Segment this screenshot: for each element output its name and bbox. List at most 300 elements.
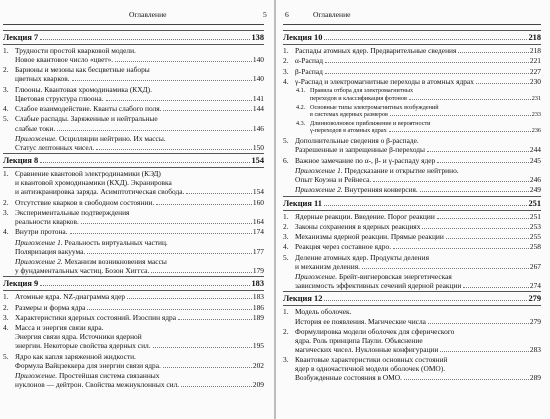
- entry-line: [295, 327, 541, 336]
- entry-text: [15, 313, 264, 322]
- entry-number: [283, 166, 295, 184]
- entry-text: [295, 232, 541, 241]
- entry-text: [15, 257, 264, 275]
- entry-line: [295, 145, 541, 154]
- entry-line: [295, 232, 541, 241]
- entry-number: 1.: [3, 169, 9, 179]
- line-text: ядер в одночастичной модели оболочек (ОМО).: [295, 364, 446, 374]
- toc-entry: [283, 307, 541, 325]
- toc-entry: [3, 208, 264, 226]
- dot-leader: [127, 298, 252, 299]
- entry-text: [295, 166, 541, 184]
- entry-line-text: [295, 345, 438, 354]
- toc-entry: [3, 323, 264, 350]
- toc-entry: [3, 169, 264, 196]
- entry-number: 4.: [3, 104, 9, 114]
- page-ref: 245: [529, 155, 541, 165]
- entry-number: 3.: [283, 232, 289, 242]
- entry-line: [15, 380, 264, 389]
- line-text: γ-Распад и электромагнитные переходы в атомных ядрах: [295, 76, 474, 86]
- lecture-heading: [3, 30, 264, 45]
- dot-leader: [428, 323, 529, 324]
- line-text: Формула Вайцзеккера для энергии связи ядра.: [15, 360, 161, 370]
- entry-line: [310, 120, 541, 128]
- entry-number: 4.: [3, 323, 9, 333]
- appendix-label: Приложение.: [295, 272, 338, 282]
- entry-line: [310, 127, 541, 135]
- entry-line: [15, 178, 264, 187]
- toc-entry: [283, 120, 541, 135]
- page-ref: 154: [252, 187, 264, 197]
- page-ref: 195: [252, 341, 264, 351]
- toc-entry: [283, 166, 541, 184]
- entry-line: [295, 175, 541, 184]
- entry-number: 1.: [3, 292, 9, 302]
- entry-line: [15, 55, 264, 64]
- page-ref: 255: [529, 232, 541, 242]
- entry-number: 4.1.: [296, 87, 306, 95]
- entry-line: [295, 253, 541, 262]
- line-text: Основные типы электромагнитных возбуждений: [310, 103, 439, 111]
- entry-number: 1.: [3, 46, 9, 55]
- entry-line-text: [310, 127, 387, 135]
- entry-line: [15, 323, 264, 332]
- entry-line-text: [15, 292, 125, 301]
- entry-line-text: [15, 266, 149, 275]
- page-ref: 221: [529, 56, 541, 66]
- toc-entry: [283, 327, 541, 354]
- entry-line-text: [15, 208, 129, 217]
- line-text: Новое квантовое число «цвет».: [15, 55, 114, 65]
- toc-entry: [283, 232, 541, 241]
- entry-line: [15, 198, 264, 207]
- entry-line-text: [295, 355, 448, 364]
- entry-line: [15, 46, 264, 55]
- line-text: Законы сохранения в ядерных реакциях: [295, 221, 421, 231]
- dot-leader: [181, 386, 252, 387]
- line-text: Брейт-вигнеровская энергетическая: [337, 272, 452, 282]
- entry-text: [15, 114, 264, 132]
- entry-line-text: [295, 281, 461, 290]
- entry-number: 5.: [283, 136, 289, 146]
- entry-number: 3.: [3, 84, 9, 94]
- entry-line-text: [295, 262, 360, 271]
- entry-text: [15, 371, 264, 389]
- line-text: энергии. Некоторые свойства ядерных сил.: [15, 341, 151, 351]
- line-text: Размеры и форма ядра: [15, 302, 86, 312]
- entry-line-text: [295, 212, 435, 221]
- page-ref: 179: [252, 266, 264, 276]
- page-ref: 183: [252, 292, 264, 302]
- entry-line-text: [310, 111, 388, 119]
- toc-entry: [283, 253, 541, 271]
- toc-entry: [283, 56, 541, 65]
- page-ref: 218: [529, 46, 541, 55]
- line-text: Глюоны. Квантовая хромодинамика (КХД).: [15, 84, 152, 94]
- entry-line: [295, 67, 541, 76]
- entry-text: [15, 227, 264, 236]
- dot-leader: [87, 309, 251, 310]
- entry-number: 2.: [283, 326, 289, 336]
- entry-line: [15, 341, 264, 350]
- line-text: и антиэкранировка заряда. Асимптотическая свобода.: [15, 187, 185, 197]
- dot-leader: [178, 319, 252, 320]
- toc-entry: [3, 292, 264, 301]
- dot-leader: [420, 191, 529, 192]
- line-text: Сравнение квантовой электродинамики (КЭД): [15, 169, 161, 179]
- page-ref: 249: [529, 185, 541, 195]
- toc-entry: [3, 134, 264, 152]
- dot-leader: [163, 367, 252, 368]
- line-text: Квантовые характеристики основных состояний: [295, 355, 448, 365]
- entry-line-text: [15, 187, 184, 196]
- toc-entry: [283, 136, 541, 154]
- entry-line-text: [295, 175, 371, 184]
- line-text: ядра. Роль принципа Паули. Объяснение: [295, 335, 423, 345]
- line-text: Поляризация вакуума.: [15, 246, 86, 256]
- dot-leader: [106, 100, 252, 101]
- entry-line: [15, 94, 264, 103]
- page-ref: 160: [252, 197, 264, 207]
- line-text: История ее появления. Магические числа: [295, 316, 426, 326]
- line-text: Ядро как капля заряженной жидкости.: [15, 351, 136, 361]
- toc-entry: [283, 67, 541, 76]
- entry-text: [15, 46, 264, 64]
- appendix-label: Приложение 1.: [15, 237, 63, 247]
- page-ref: 150: [252, 142, 264, 152]
- toc-entry: [3, 65, 264, 83]
- entry-number: [283, 272, 295, 290]
- line-text: Трудности простой кварковой модели.: [15, 46, 136, 55]
- page-ref: 289: [529, 373, 541, 383]
- page-ref: 140: [252, 74, 264, 84]
- toc-entry: [3, 313, 264, 322]
- entry-line-text: [295, 136, 419, 145]
- entry-line-text: [15, 169, 161, 178]
- entry-text: [15, 238, 264, 256]
- entry-line: [15, 104, 264, 113]
- entry-line-text: [15, 85, 152, 94]
- dot-leader: [163, 110, 251, 111]
- page-ref: 183: [251, 279, 264, 289]
- lecture-title: Лекция 7: [3, 33, 39, 42]
- entry-line: [295, 136, 541, 145]
- entry-line-text: [15, 323, 104, 332]
- entry-number: 1.: [283, 46, 289, 55]
- entry-number: 2.: [283, 56, 289, 66]
- line-text: Ядерные реакции. Введение. Порог реакции: [295, 211, 435, 221]
- entry-line: [15, 85, 264, 94]
- line-text: нуклонов — дейтрон. Свойства межнуклонных сил.: [15, 380, 180, 390]
- entry-line-text: [310, 104, 439, 112]
- entry-line: [295, 77, 541, 86]
- toc-entry: [283, 272, 541, 290]
- toc-entry: [283, 212, 541, 221]
- page-number: 6: [285, 10, 289, 19]
- entry-line: [295, 56, 541, 65]
- entry-line: [295, 242, 541, 251]
- entry-text: [295, 212, 541, 221]
- entry-line-text: [15, 134, 166, 143]
- entry-line-text: [15, 46, 136, 55]
- entry-line-text: [15, 352, 136, 361]
- lecture-heading: [283, 291, 541, 306]
- entry-line: [295, 185, 541, 194]
- entry-line: [15, 217, 264, 226]
- lecture-heading: [3, 276, 264, 291]
- toc-entry: [3, 114, 264, 132]
- toc-entry: [3, 238, 264, 256]
- appendix-label: Приложение.: [15, 371, 58, 380]
- dot-leader: [40, 32, 250, 40]
- line-text: зависимость эффективных сечений ядерной реакции: [295, 281, 462, 291]
- page-ref: 231: [531, 94, 541, 102]
- page-ref: 186: [252, 302, 264, 312]
- entry-number: 5.: [283, 252, 289, 262]
- entry-line-text: [15, 124, 55, 133]
- toc-page-right: [276, 0, 550, 419]
- entry-text: [295, 46, 541, 55]
- entry-line: [295, 364, 541, 373]
- dot-leader: [463, 287, 529, 288]
- entry-line-text: [15, 114, 158, 123]
- entry-line: [295, 307, 541, 316]
- dot-leader: [324, 32, 527, 40]
- entry-text: [295, 272, 541, 290]
- entry-line: [15, 74, 264, 83]
- page-ref: 274: [529, 281, 541, 291]
- entry-line-text: [295, 364, 445, 373]
- entry-line: [15, 114, 264, 123]
- entry-line-text: [295, 317, 426, 326]
- entry-line-text: [15, 94, 104, 103]
- entry-line-text: [295, 46, 456, 55]
- page-ref: 138: [251, 33, 264, 42]
- entry-number: 4.: [3, 227, 9, 237]
- entry-line-text: [295, 253, 429, 262]
- entry-line-text: [15, 143, 94, 152]
- line-text: в системах ядерных размеров: [310, 111, 388, 119]
- line-text: слабые токи.: [15, 123, 56, 133]
- dot-leader: [70, 233, 252, 234]
- appendix-label: Приложение.: [15, 133, 58, 143]
- line-text: Осцилляции нейтрино. Их массы.: [57, 133, 166, 143]
- page-ref: 154: [251, 156, 264, 166]
- entry-line: [295, 317, 541, 326]
- entry-line: [295, 212, 541, 221]
- line-text: Распады атомных ядер. Предварительные сведения: [295, 46, 457, 55]
- lecture-title: Лекция 8: [3, 156, 39, 166]
- entry-text: [15, 169, 264, 196]
- line-text: переходов и классификация фотонов: [310, 94, 407, 102]
- entry-text: [295, 355, 541, 382]
- page-ref: 253: [529, 221, 541, 231]
- entry-line-text: [310, 120, 430, 128]
- entry-line-text: [295, 156, 435, 165]
- dot-leader: [40, 278, 250, 286]
- line-text: Дополнительные сведения о β-распаде.: [295, 136, 419, 146]
- page-ref: 244: [529, 145, 541, 155]
- entry-number: 3.: [283, 355, 289, 365]
- entry-number: [3, 134, 15, 152]
- line-text: Важное замечание по α-, β- и γ-распаду ядер: [295, 155, 436, 165]
- dot-leader: [72, 80, 252, 81]
- appendix-label: Приложение 1.: [295, 165, 343, 175]
- entry-line: [15, 227, 264, 236]
- entry-line-text: [295, 56, 323, 65]
- entry-text: [15, 85, 264, 103]
- toc-entry: [283, 222, 541, 231]
- entry-number: 2.: [3, 65, 9, 75]
- entry-line: [295, 272, 541, 281]
- dot-leader: [115, 61, 252, 62]
- line-text: Внутренняя конверсия.: [342, 185, 418, 195]
- entry-line: [15, 257, 264, 266]
- entry-text: [295, 327, 541, 354]
- entry-text: [310, 120, 541, 135]
- entry-line-text: [295, 307, 352, 316]
- entry-line-text: [15, 198, 154, 207]
- entry-line: [15, 187, 264, 196]
- running-header-title: Оглавление: [313, 10, 351, 19]
- entry-text: [295, 136, 541, 154]
- entry-text: [310, 87, 541, 102]
- entry-text: [295, 253, 541, 271]
- line-text: Формулировка модели оболочек для сферического: [295, 326, 455, 336]
- page-ref: 279: [528, 294, 541, 304]
- toc-entry: [3, 198, 264, 207]
- line-text: Внутри протона.: [15, 227, 68, 237]
- lecture-title: Лекция 9: [3, 279, 39, 289]
- line-text: Простейшая система связанных: [57, 371, 160, 380]
- toc-entry: [283, 242, 541, 251]
- line-text: Разрешенные и запрещенные β-переходы: [295, 145, 426, 155]
- entry-number: 1.: [283, 211, 289, 221]
- dot-leader: [40, 155, 250, 163]
- entry-line-text: [295, 222, 420, 231]
- entry-line-text: [295, 272, 452, 281]
- entry-line: [15, 352, 264, 361]
- toc-entry: [3, 352, 264, 370]
- entry-number: [3, 257, 15, 275]
- entry-text: [15, 134, 264, 152]
- entry-line: [310, 104, 541, 112]
- page-ref: 189: [252, 312, 264, 322]
- page-ref: 251: [528, 198, 541, 208]
- entry-line: [15, 303, 264, 312]
- entry-line-text: [310, 87, 413, 95]
- appendix-label: Приложение 2.: [295, 185, 343, 195]
- toc-entry: [3, 104, 264, 113]
- toc-page-left: [0, 0, 274, 419]
- entry-line: [295, 262, 541, 271]
- entry-line: [15, 313, 264, 322]
- entry-number: 2.: [3, 197, 9, 207]
- dot-leader: [437, 218, 529, 219]
- entry-text: [15, 303, 264, 312]
- dot-leader: [362, 268, 529, 269]
- toc-entry: [283, 46, 541, 55]
- entry-text: [295, 242, 541, 251]
- entry-line-text: [15, 74, 70, 83]
- page-ref: 251: [529, 211, 541, 221]
- entry-line: [15, 292, 264, 301]
- entry-number: 3.: [3, 312, 9, 322]
- entry-text: [15, 352, 264, 370]
- line-text: β-Распад: [295, 66, 323, 76]
- entry-line-text: [15, 257, 167, 266]
- entry-line: [15, 134, 264, 143]
- line-text: и квантовой хромодинамики (КХД). Экранировка: [15, 178, 172, 188]
- toc-entry: [3, 303, 264, 312]
- line-text: Статус лептонных чисел.: [15, 142, 95, 152]
- entry-line-text: [15, 380, 179, 389]
- dot-leader: [437, 162, 529, 163]
- entry-line: [15, 361, 264, 370]
- toc-entry: [283, 104, 541, 119]
- line-text: Масса и энергия связи ядра.: [15, 323, 104, 333]
- entry-line: [295, 345, 541, 354]
- dot-leader: [476, 83, 529, 84]
- entry-number: 5.: [3, 351, 9, 361]
- toc-entry: [3, 371, 264, 389]
- dot-leader: [446, 238, 529, 239]
- line-text: цветных кварков.: [15, 74, 70, 84]
- entry-number: 3.: [283, 66, 289, 76]
- entry-line: [310, 95, 541, 103]
- toc-entry: [3, 257, 264, 275]
- line-text: Длинноволновое приближение и вероятности: [310, 119, 431, 127]
- page-ref: 177: [252, 246, 264, 256]
- page-ref: 144: [252, 104, 264, 114]
- entry-line: [310, 87, 541, 95]
- entry-line: [310, 111, 541, 119]
- entry-line-text: [295, 232, 444, 241]
- entry-line: [15, 208, 264, 217]
- line-text: Энергия связи ядра. Источники ядерной: [15, 332, 142, 342]
- page-ref: 246: [529, 175, 541, 184]
- entry-number: 2.: [3, 302, 9, 312]
- entry-line: [295, 355, 541, 364]
- page-ref: 174: [252, 227, 264, 237]
- entry-line-text: [15, 247, 85, 256]
- dot-leader: [404, 379, 529, 380]
- entry-line-text: [15, 104, 161, 113]
- line-text: магических чисел. Нуклонные конфигурации: [295, 345, 439, 354]
- entry-line-text: [295, 145, 425, 154]
- toc-entry: [283, 156, 541, 165]
- page-ref: 164: [252, 217, 264, 226]
- entry-line: [15, 238, 264, 247]
- entry-line-text: [295, 242, 391, 251]
- line-text: реальности кварков.: [15, 217, 79, 226]
- entry-line-text: [15, 55, 113, 64]
- entry-line-text: [295, 77, 474, 86]
- dot-leader: [427, 151, 529, 152]
- entry-number: 2.: [283, 221, 289, 231]
- entry-line-text: [15, 371, 159, 380]
- line-text: и механизм деления.: [295, 261, 360, 271]
- entry-number: 3.: [3, 207, 9, 217]
- page-ref: 267: [529, 261, 541, 271]
- lecture-heading: [3, 153, 264, 168]
- entry-line-text: [295, 327, 454, 336]
- entry-text: [295, 307, 541, 325]
- entry-line: [15, 65, 264, 74]
- entry-number: [283, 185, 295, 194]
- line-text: Механизмы ядерной реакции. Прямые реакции: [295, 232, 444, 242]
- page-ref: 227: [529, 66, 541, 76]
